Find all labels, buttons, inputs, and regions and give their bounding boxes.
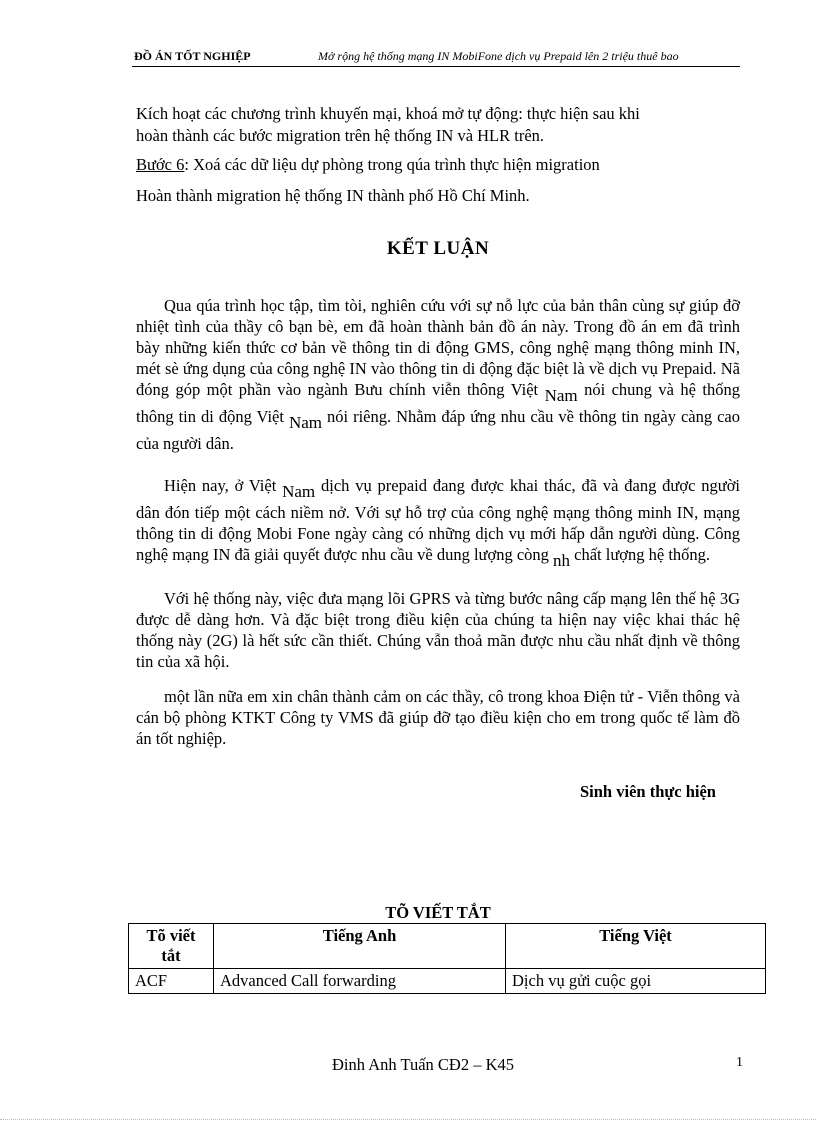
column-header-vietnamese: Tiếng Việt: [506, 924, 766, 969]
p2-text-c: chất lượng hệ thống.: [574, 545, 711, 564]
header-right-title: Mở rộng hệ thống mạng IN MobiFone dịch vụ Prepaid lên 2 triệu thuê bao: [318, 49, 679, 63]
table-row: [129, 969, 766, 994]
signature-label: Sinh viên thực hiện: [580, 782, 716, 801]
conclusion-paragraph-3: Với hệ thống này, việc đưa mạng lõi GPRS và từng bước nâng cấp mạng lên thế hệ 3G được dễ dàng hơn. Và đặc biệt trong điều kiện của chúng ta hiện nay việc khai thác hệ thống này (2G) là hết sức cần thiết. Chúng vẫn thoả mãn được nhu cầu nhất định về thông tin của xã hội.: [136, 589, 740, 671]
page-number: 1: [736, 1055, 743, 1070]
step-6-text: : Xoá các dữ liệu dự phòng trong qúa trình thực hiện migration: [184, 155, 600, 174]
step-6-label: Bước 6: [136, 155, 185, 174]
p1-text-c: nói riêng. Nhằm đáp ứng nhu cầu về thông tin ngày càng cao của người dân.: [136, 407, 741, 453]
p2-text-a: Hiện nay, ở Việt: [164, 476, 277, 495]
p1-text-b: nói chung và hệ thống thông tin di động Việt: [136, 380, 741, 426]
p2-nh: nh: [553, 551, 571, 570]
page-bottom-divider: [0, 1119, 816, 1120]
conclusion-title: KẾT LUẬN: [386, 238, 490, 259]
p1-nam-1: Nam: [544, 386, 578, 405]
conclusion-paragraph-1: [136, 295, 740, 454]
intro-step-6: [136, 155, 600, 175]
p1-text-a: Qua qúa trình học tập, tìm tòi, nghiên cứu với sự nỗ lực của bản thân cùng sự giúp đỡ nhiệt tình của thầy cô bạn bè, em đã hoàn thành bản đồ án này. Trong đồ án em đã trình bày những kiến thức cơ bản về thông tin di động GMS, công nghệ mạng thông minh IN, mét sè ứng dụng của công nghệ IN vào thông tin di động đặc biệt là về dịch vụ Prepaid. Nã đóng góp một phần vào ngành Bưu chính viễn thông Việt: [136, 296, 740, 399]
abbreviations-title: TÕ VIẾT TẮT: [385, 903, 491, 922]
intro-line-1: Kích hoạt các chương trình khuyến mại, khoá mở tự động: thực hiện sau khi: [136, 104, 640, 123]
p2-nam: Nam: [282, 482, 316, 501]
abbreviations-table: [128, 923, 766, 994]
header-left-title: ĐỒ ÁN TỐT NGHIỆP: [134, 49, 251, 63]
table-header-row: [129, 924, 766, 969]
header-divider: [132, 66, 740, 67]
intro-line-4: Hoàn thành migration hệ thống IN thành phố Hồ Chí Minh.: [136, 186, 530, 205]
conclusion-paragraph-2: [136, 475, 740, 571]
cell-english: Advanced Call forwarding: [214, 969, 506, 994]
conclusion-paragraph-4: một lần nữa em xin chân thành cảm on các thầy, cô trong khoa Điện tử - Viễn thông và cán bộ phòng KTKT Công ty VMS đã giúp đỡ tạo điều kiện cho em trong quốc tế làm đồ án tốt nghiệp.: [136, 687, 740, 748]
p1-nam-2: Nam: [288, 413, 322, 432]
column-header-abbr: Tõ viết tắt: [129, 924, 214, 969]
cell-abbr: ACF: [129, 969, 214, 994]
intro-line-2: hoàn thành các bước migration trên hệ thống IN và HLR trên.: [136, 126, 545, 145]
column-header-english: Tiếng Anh: [214, 924, 506, 969]
cell-vietnamese: Dịch vụ gửi cuộc gọi: [506, 969, 766, 994]
footer-author: Đinh Anh Tuấn CĐ2 – K45: [332, 1055, 514, 1074]
p2-text-b: dịch vụ prepaid đang được khai thác, đã và đang được người dân đón tiếp một cách niềm nở. Với sự hỗ trợ của công nghệ mạng thông minh IN, mạng thông tin di động Mobi Fone ngày càng có những dịch vụ mới hấp dẫn người dùng. Công nghệ mạng IN đã giải quyết được nhu cầu về dung lượng còng: [136, 476, 740, 564]
